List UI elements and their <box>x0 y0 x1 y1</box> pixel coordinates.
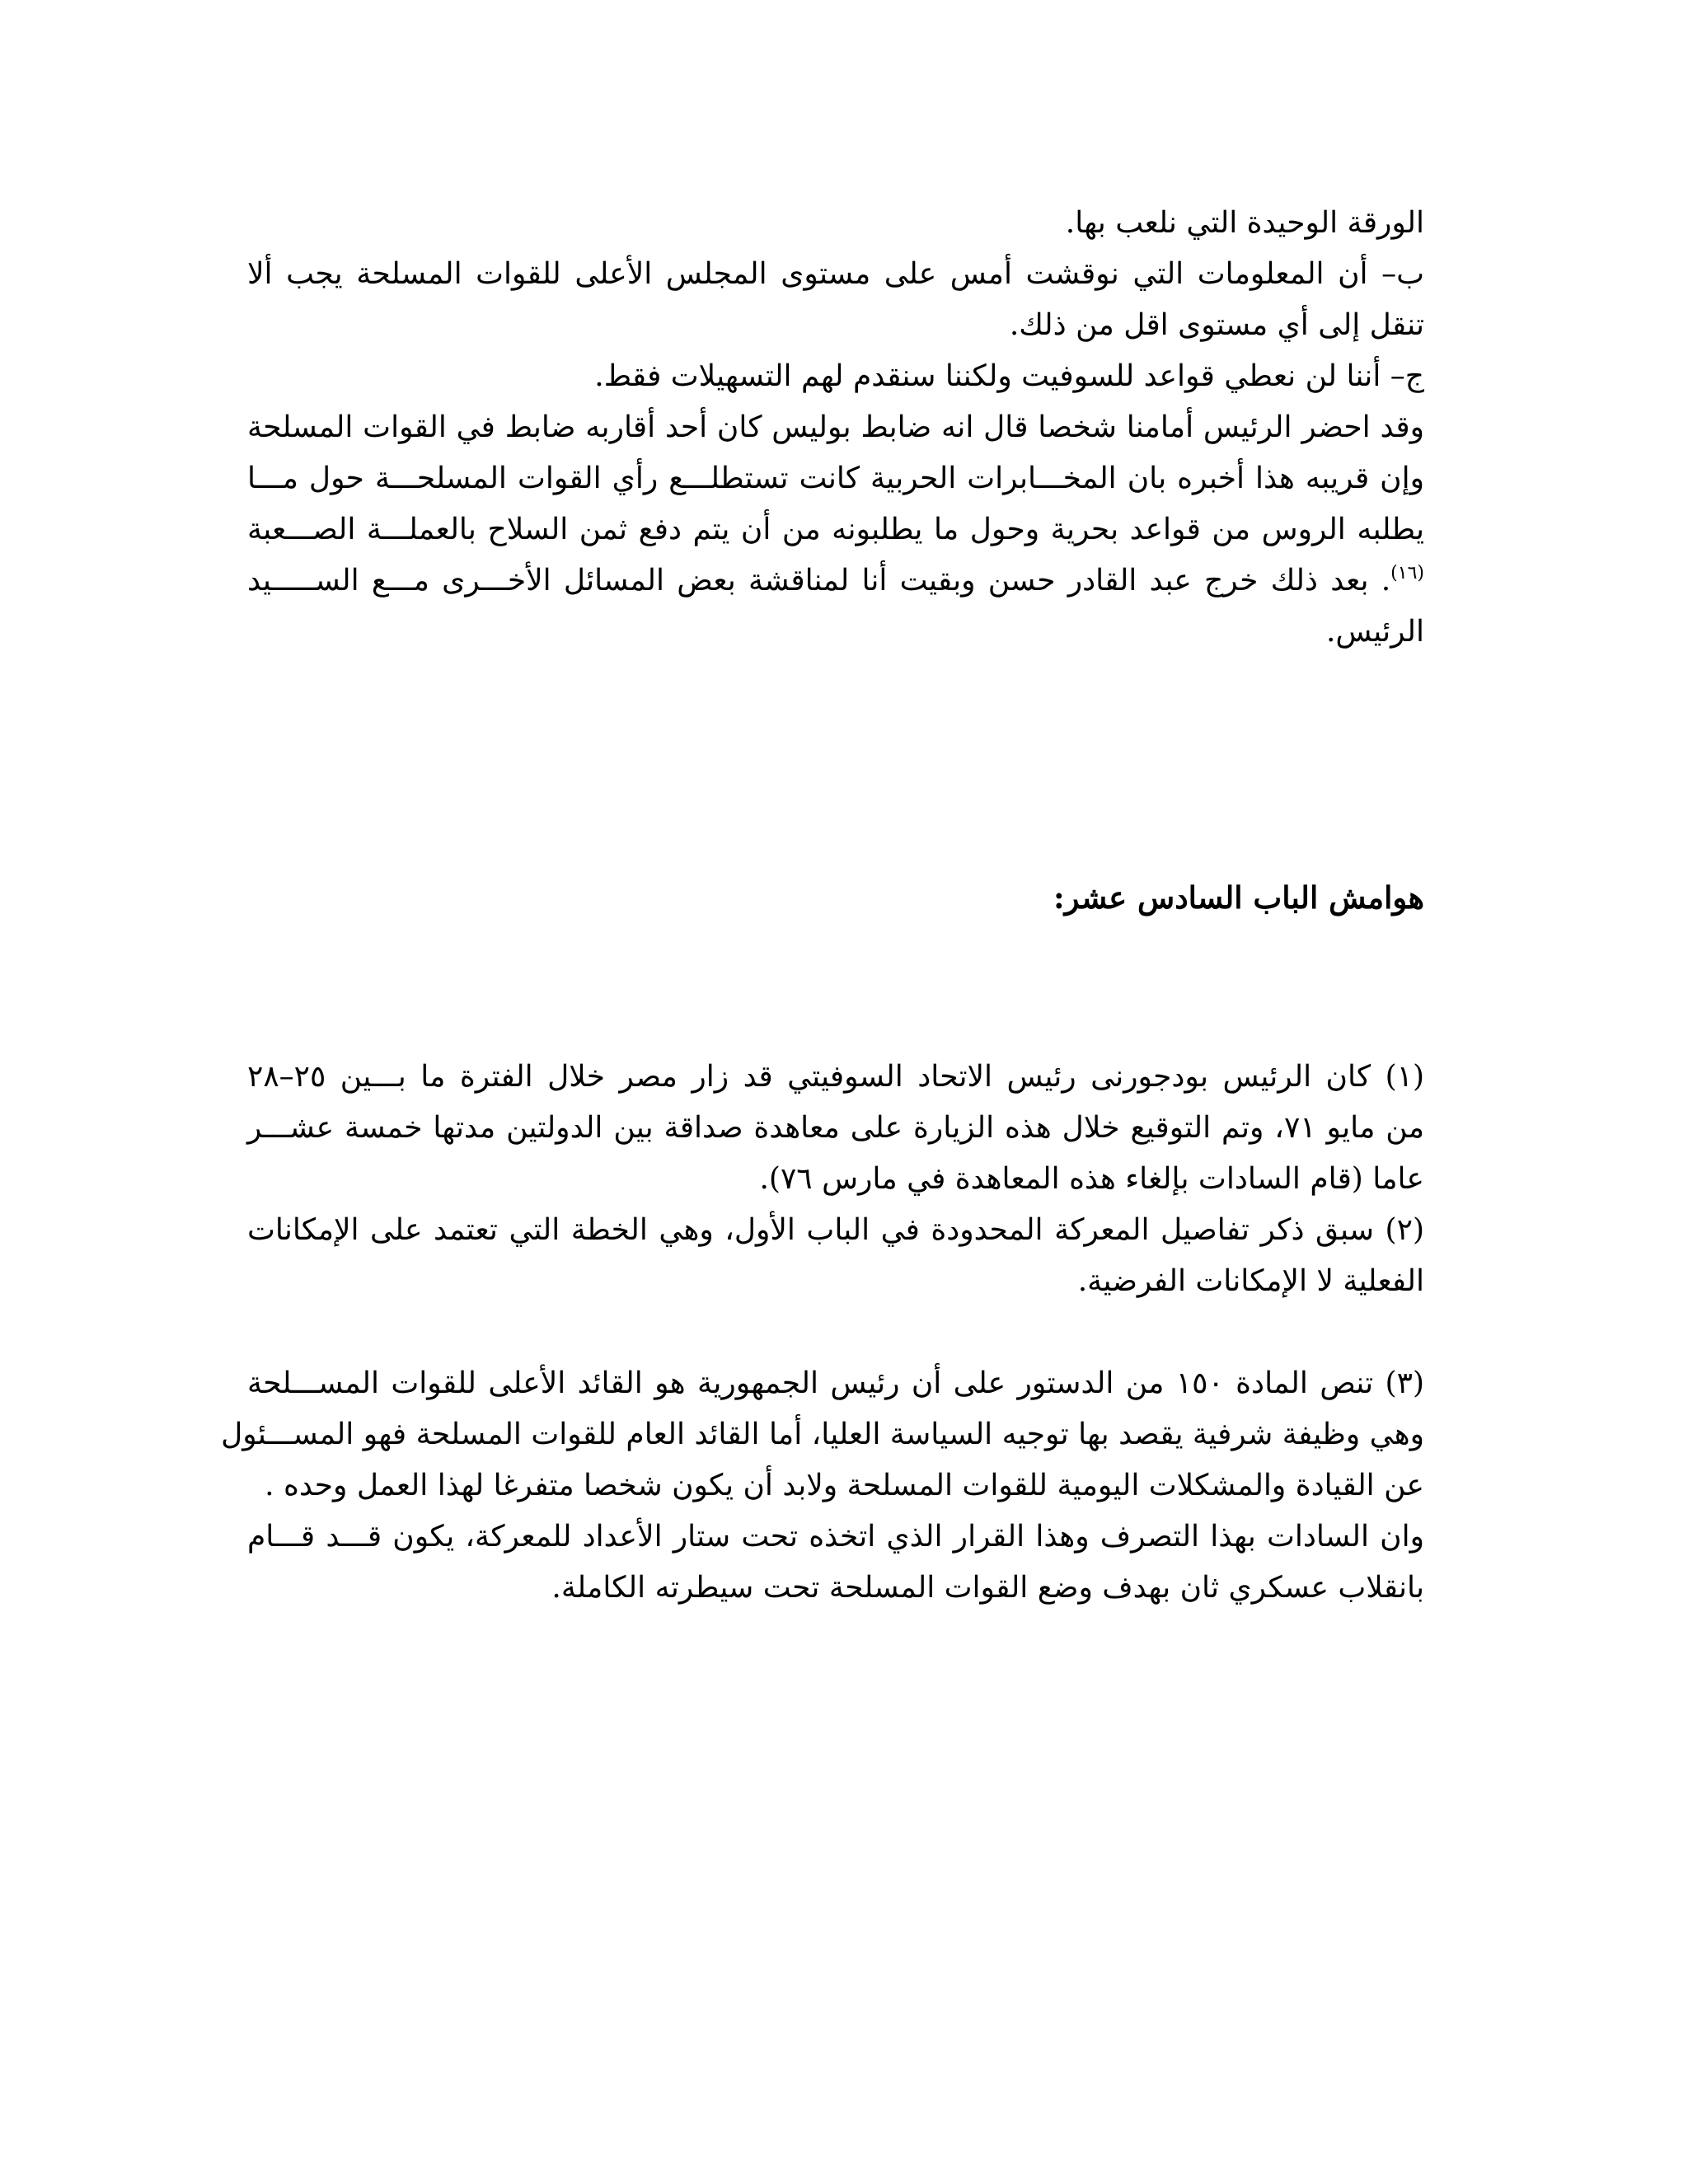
footnote-line: (١) كان الرئيس بودجورنى رئيس الاتحاد السوفيتي قد زار مصر خلال الفترة ما بـــين ٢٥–٢٨ <box>247 1060 1424 1094</box>
intro-paragraph <box>247 198 1424 658</box>
text-line: تنقل إلى أي مستوى اقل من ذلك. <box>1009 308 1424 342</box>
footnote-2 <box>247 1205 1424 1307</box>
footnote-reference[interactable]: (١٦) <box>1390 563 1424 583</box>
footnote-3 <box>221 1358 1424 1614</box>
footnote-line: (٢) سبق ذكر تفاصيل المعركة المحدودة في الباب الأول، وهي الخطة التي تعتمد على الإمكانات <box>247 1213 1424 1247</box>
footnote-1 <box>247 1052 1424 1205</box>
text-line: الرئيس. <box>1325 615 1424 649</box>
footnote-line: وهي وظيفة شرفية يقصد بها توجيه السياسة العليا، أما القائد العام للقوات المسلحة فهو المســـئول <box>221 1418 1424 1451</box>
footnote-line: من مايو ٧١، وتم التوقيع خلال هذه الزيارة على معاهدة صداقة بين الدولتين مدتها خمسة عشـــر <box>247 1111 1424 1145</box>
footnote-line: وان السادات بهذا التصرف وهذا القرار الذي اتخذه تحت ستار الأعداد للمعركة، يكون قـــد قـــام <box>247 1520 1424 1554</box>
text-line: . بعد ذلك خرج عبد القادر حسن وبقيت أنا لمناقشة بعض المسائل الأخـــرى مـــع الســـــيد <box>247 564 1391 598</box>
text-line-with-footnote <box>247 555 1424 607</box>
document-page <box>221 198 1424 1614</box>
text-line: ج– أننا لن نعطي قواعد للسوفيت ولكننا سنقدم لهم التسهيلات فقط. <box>594 359 1424 393</box>
text-line: الورقة الوحيدة التي نلعب بها. <box>1065 206 1424 240</box>
text-line: وقد احضر الرئيس أمامنا شخصا قال انه ضابط بوليس كان أحد أقاربه ضابط في القوات المسلحة <box>247 410 1424 444</box>
notes-heading: هوامش الباب السادس عشر: <box>1053 879 1424 916</box>
footnote-line: عاما (قام السادات بإلغاء هذه المعاهدة في مارس ٧٦). <box>759 1162 1424 1196</box>
footnote-line: بانقلاب عسكري ثان بهدف وضع القوات المسلحة تحت سيطرته الكاملة. <box>551 1571 1424 1605</box>
text-line: ب– أن المعلومات التي نوقشت أمس على مستوى المجلس الأعلى للقوات المسلحة يجب ألا <box>247 257 1424 291</box>
footnote-line: عن القيادة والمشكلات اليومية للقوات المسلحة ولابد أن يكون شخصا متفرغا لهذا العمل وحده . <box>265 1469 1424 1502</box>
text-line: يطلبه الروس من قواعد بحرية وحول ما يطلبونه من أن يتم دفع ثمن السلاح بالعملـــة الصـــعبة <box>247 513 1424 546</box>
footnote-line: (٣) تنص المادة ١٥٠ من الدستور على أن رئيس الجمهورية هو القائد الأعلى للقوات المســـلحة <box>247 1366 1424 1400</box>
text-line: وإن قريبه هذا أخبره بان المخـــابرات الحربية كانت تستطلـــع رأي القوات المسلحـــة حول مـــا <box>247 462 1424 495</box>
footnote-line: الفعلية لا الإمكانات الفرضية. <box>1077 1264 1424 1298</box>
